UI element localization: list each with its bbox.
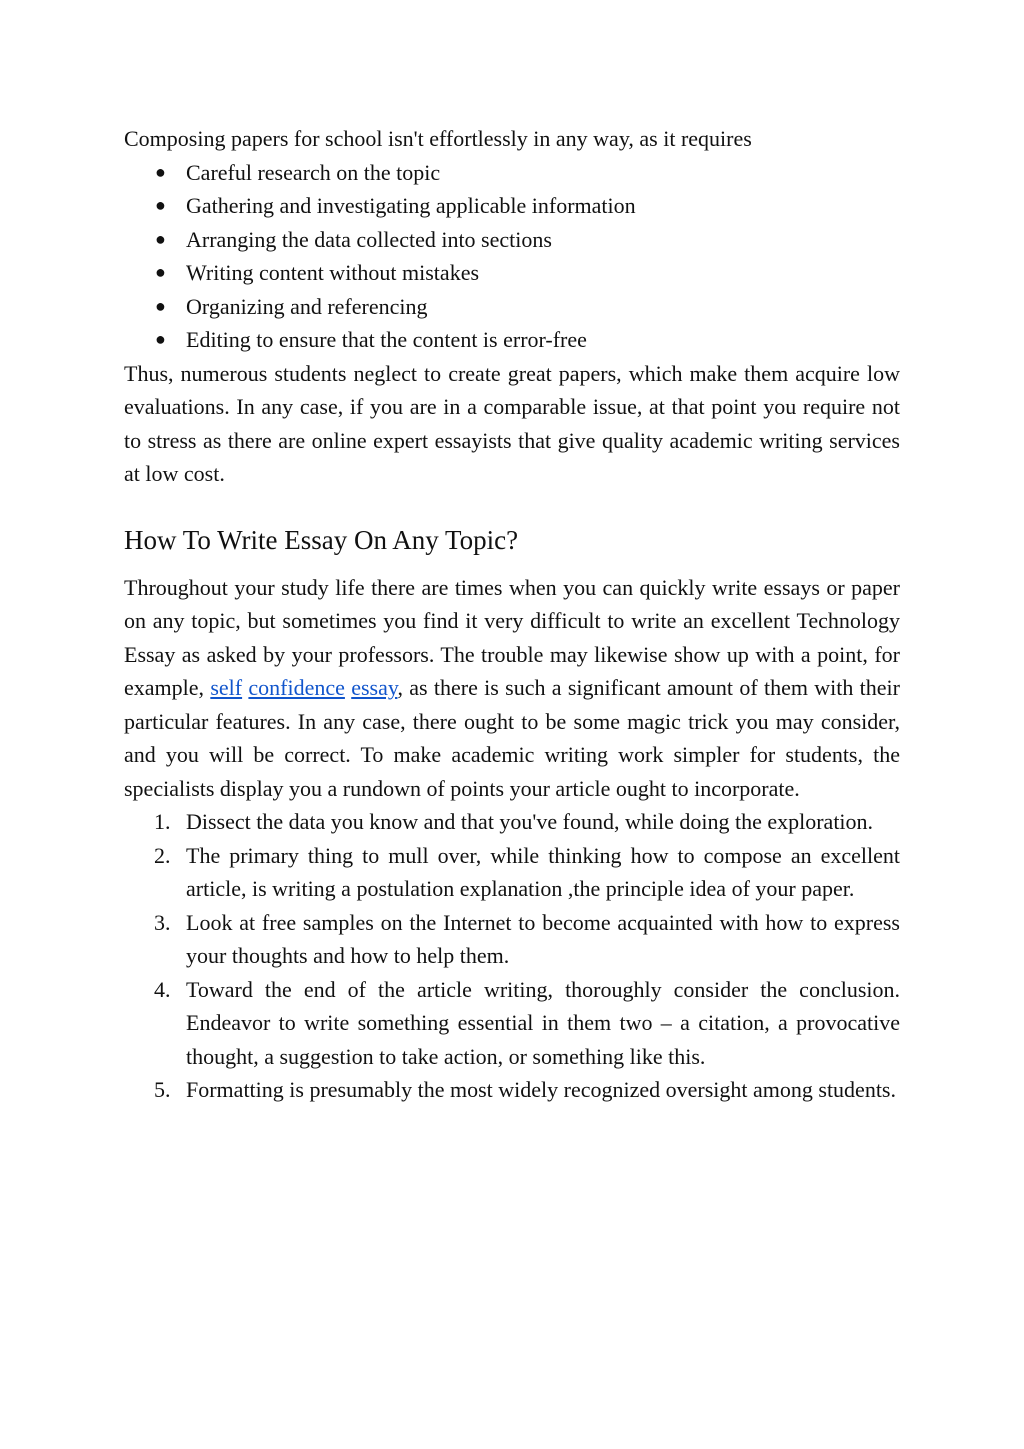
link-self[interactable]: self [210, 675, 243, 700]
list-number: 3. [154, 909, 171, 935]
list-number: 1. [154, 809, 171, 834]
list-item: 1. Dissect the data you know and that you've found, while doing the exploration. [124, 805, 900, 839]
link-essay[interactable]: essay [351, 675, 398, 700]
list-item: ● Careful research on the topic [124, 156, 900, 190]
intro-conclusion: Thus, numerous students neglect to create great papers, which make them acquire low evaluations. In any case, if you are in a comparable issue, at that point you require not to stress as there are online expert essayists that give quality academic writing services at low cost. [124, 360, 900, 486]
link-confidence[interactable]: confidence [248, 675, 345, 700]
section-heading: How To Write Essay On Any Topic? [124, 524, 519, 555]
list-item: ● Writing content without mistakes [124, 256, 900, 290]
bullet-icon: ● [155, 161, 166, 182]
list-item: ● Organizing and referencing [124, 290, 900, 324]
section-paragraph: Throughout your study life there are times when you can quickly write essays or paper on any topic, but sometimes you find it very difficult to write an excellent Technology Essay as asked by your professors. The trouble may likewise show up with a point, for example, self confidence essay, as there is such a significant amount of them with their particular features. In any case, there ought to be some magic trick you may consider, and you will be correct. To make academic writing work simpler for students, the specialists display you a rundown of points your article ought to incorporate. [124, 574, 900, 801]
list-number: 4. [154, 976, 171, 1002]
document-page [124, 122, 900, 1107]
bullet-icon: ● [155, 195, 166, 215]
list-item: ● Arranging the data collected into sections [124, 223, 900, 257]
requirements-list [124, 156, 900, 357]
list-item: 4. Toward the end of the article writing, thoroughly consider the conclusion. Endeavor to write something essential in them two – a citation, a provocative thought, a suggestion to take action, or something like this. [124, 973, 900, 1074]
list-item: ● Editing to ensure that the content is error-free [124, 323, 900, 357]
list-number: 2. [154, 842, 171, 868]
list-number: 5. [154, 1077, 171, 1102]
bullet-icon: ● [155, 228, 166, 249]
bullet-icon: ● [155, 295, 166, 316]
bullet-icon: ● [155, 262, 166, 282]
steps-list [124, 805, 900, 1107]
bullet-icon: ● [155, 329, 166, 349]
list-item: 3. Look at free samples on the Internet to become acquainted with how to express your thoughts and how to help them. [124, 906, 900, 973]
list-item: 2. The primary thing to mull over, while thinking how to compose an excellent article, is writing a postulation explanation ,the principle idea of your paper. [124, 839, 900, 906]
list-item: ● Gathering and investigating applicable information [124, 189, 900, 223]
list-item: 5. Formatting is presumably the most widely recognized oversight among students. [124, 1073, 900, 1107]
intro-lead: Composing papers for school isn't effortlessly in any way, as it requires [124, 126, 752, 151]
